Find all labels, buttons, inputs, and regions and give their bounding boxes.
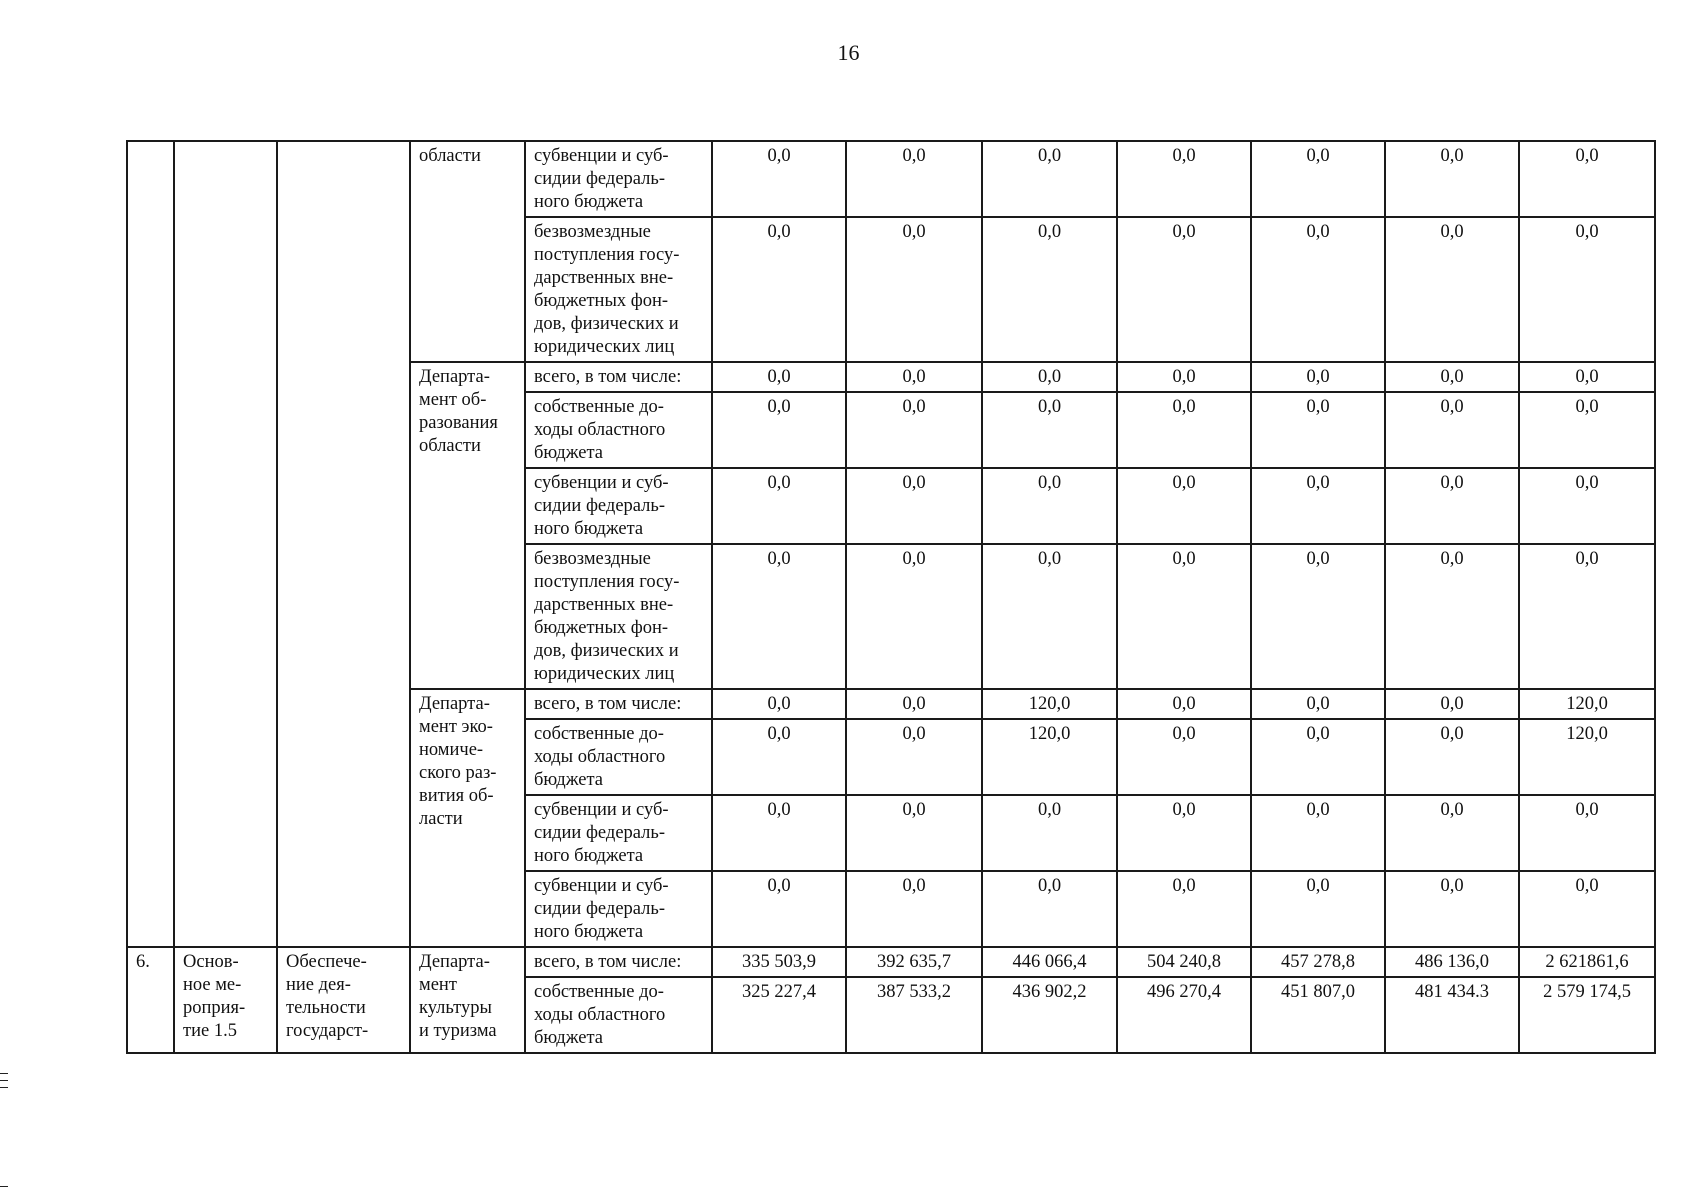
value-cell: 0,0	[1251, 217, 1385, 362]
page-number: 16	[837, 40, 860, 65]
value-cell: 0,0	[846, 871, 982, 947]
value-cell: 0,0	[712, 871, 846, 947]
row-number-cell: 6.	[127, 947, 174, 1053]
margin-tick	[0, 1186, 8, 1187]
value-cell: 0,0	[1117, 362, 1251, 392]
value-cell: 0,0	[712, 795, 846, 871]
value-cell: 0,0	[1519, 141, 1655, 217]
value-cell: 120,0	[1519, 689, 1655, 719]
value-cell: 0,0	[1385, 871, 1519, 947]
executor-cell: области	[410, 141, 525, 362]
value-cell: 0,0	[1385, 468, 1519, 544]
funding-source-cell: всего, в том числе:	[525, 947, 712, 977]
value-cell: 0,0	[712, 362, 846, 392]
value-cell: 0,0	[1117, 392, 1251, 468]
value-cell: 335 503,9	[712, 947, 846, 977]
value-cell: 0,0	[1117, 141, 1251, 217]
value-cell: 0,0	[982, 468, 1117, 544]
funding-source-cell: субвенции и суб- сидии федераль- ного бюджета	[525, 871, 712, 947]
funding-source-cell: собственные до- ходы областного бюджета	[525, 719, 712, 795]
value-cell: 0,0	[1385, 217, 1519, 362]
value-cell: 496 270,4	[1117, 977, 1251, 1053]
status-column-cell	[174, 141, 277, 947]
number-column-cell	[127, 141, 174, 947]
value-cell: 0,0	[1519, 795, 1655, 871]
value-cell: 0,0	[1519, 362, 1655, 392]
value-cell: 0,0	[1519, 468, 1655, 544]
funding-source-cell: безвозмездные поступления госу- дарственных вне- бюджетных фон- дов, физических и юридических лиц	[525, 217, 712, 362]
value-cell: 451 807,0	[1251, 977, 1385, 1053]
value-cell: 325 227,4	[712, 977, 846, 1053]
value-cell: 436 902,2	[982, 977, 1117, 1053]
value-cell: 0,0	[846, 217, 982, 362]
value-cell: 2 579 174,5	[1519, 977, 1655, 1053]
value-cell: 0,0	[1385, 719, 1519, 795]
value-cell: 0,0	[982, 392, 1117, 468]
value-cell: 0,0	[712, 719, 846, 795]
value-cell: 0,0	[1117, 795, 1251, 871]
value-cell: 0,0	[846, 141, 982, 217]
value-cell: 0,0	[1251, 544, 1385, 689]
value-cell: 0,0	[1385, 392, 1519, 468]
value-cell: 0,0	[1519, 392, 1655, 468]
funding-source-cell: безвозмездные поступления госу- дарственных вне- бюджетных фон- дов, физических и юридических лиц	[525, 544, 712, 689]
executor-cell: Департа- мент эко- номиче- ского раз- вития об- ласти	[410, 689, 525, 947]
value-cell: 0,0	[1385, 362, 1519, 392]
value-cell: 120,0	[982, 719, 1117, 795]
value-cell: 120,0	[1519, 719, 1655, 795]
value-cell: 504 240,8	[1117, 947, 1251, 977]
value-cell: 0,0	[846, 795, 982, 871]
value-cell: 2 621861,6	[1519, 947, 1655, 977]
value-cell: 0,0	[1251, 795, 1385, 871]
value-cell: 0,0	[846, 392, 982, 468]
funding-source-cell: субвенции и суб- сидии федераль- ного бюджета	[525, 468, 712, 544]
name-column-cell	[277, 141, 410, 947]
value-cell: 0,0	[1385, 689, 1519, 719]
value-cell: 0,0	[712, 689, 846, 719]
value-cell: 0,0	[982, 871, 1117, 947]
value-cell: 0,0	[846, 544, 982, 689]
measure-status-cell: Основ- ное ме- роприя- тие 1.5	[174, 947, 277, 1053]
value-cell: 486 136,0	[1385, 947, 1519, 977]
value-cell: 0,0	[1519, 217, 1655, 362]
value-cell: 0,0	[846, 362, 982, 392]
margin-tick	[0, 1087, 8, 1088]
value-cell: 0,0	[712, 544, 846, 689]
value-cell: 0,0	[1385, 544, 1519, 689]
budget-table	[126, 140, 1656, 1054]
value-cell: 0,0	[712, 468, 846, 544]
value-cell: 0,0	[1385, 795, 1519, 871]
value-cell: 0,0	[846, 689, 982, 719]
value-cell: 0,0	[1385, 141, 1519, 217]
value-cell: 0,0	[1251, 719, 1385, 795]
executor-cell: Департа- мент об- разования области	[410, 362, 525, 689]
value-cell: 0,0	[712, 392, 846, 468]
funding-source-cell: субвенции и суб- сидии федераль- ного бюджета	[525, 795, 712, 871]
margin-tick	[0, 1080, 8, 1081]
value-cell: 0,0	[1251, 468, 1385, 544]
value-cell: 0,0	[1251, 871, 1385, 947]
value-cell: 0,0	[1117, 719, 1251, 795]
value-cell: 0,0	[982, 217, 1117, 362]
value-cell: 0,0	[846, 468, 982, 544]
value-cell: 481 434.3	[1385, 977, 1519, 1053]
value-cell: 0,0	[712, 141, 846, 217]
value-cell: 0,0	[1117, 468, 1251, 544]
table-row	[127, 947, 1655, 977]
value-cell: 0,0	[1251, 362, 1385, 392]
value-cell: 392 635,7	[846, 947, 982, 977]
value-cell: 0,0	[1519, 544, 1655, 689]
value-cell: 0,0	[1117, 544, 1251, 689]
value-cell: 0,0	[1251, 141, 1385, 217]
value-cell: 0,0	[982, 141, 1117, 217]
value-cell: 0,0	[712, 217, 846, 362]
value-cell: 0,0	[1117, 871, 1251, 947]
funding-source-cell: всего, в том числе:	[525, 362, 712, 392]
margin-tick	[0, 1073, 8, 1074]
value-cell: 0,0	[982, 362, 1117, 392]
funding-source-cell: всего, в том числе:	[525, 689, 712, 719]
funding-source-cell: субвенции и суб- сидии федераль- ного бюджета	[525, 141, 712, 217]
value-cell: 0,0	[1519, 871, 1655, 947]
value-cell: 0,0	[846, 719, 982, 795]
executor-cell: Департа- мент культуры и туризма	[410, 947, 525, 1053]
value-cell: 457 278,8	[1251, 947, 1385, 977]
funding-source-cell: собственные до- ходы областного бюджета	[525, 392, 712, 468]
value-cell: 120,0	[982, 689, 1117, 719]
value-cell: 0,0	[1251, 689, 1385, 719]
value-cell: 387 533,2	[846, 977, 982, 1053]
value-cell: 0,0	[982, 544, 1117, 689]
measure-name-cell: Обеспече- ние дея- тельности государст-	[277, 947, 410, 1053]
value-cell: 0,0	[1117, 689, 1251, 719]
value-cell: 0,0	[982, 795, 1117, 871]
value-cell: 446 066,4	[982, 947, 1117, 977]
value-cell: 0,0	[1117, 217, 1251, 362]
funding-source-cell: собственные до- ходы областного бюджета	[525, 977, 712, 1053]
value-cell: 0,0	[1251, 392, 1385, 468]
table-row	[127, 141, 1655, 217]
